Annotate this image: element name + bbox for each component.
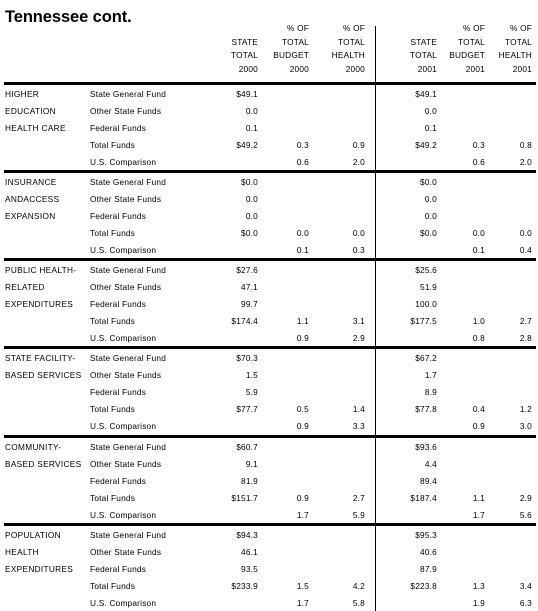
- value-cell: 0.5: [296, 403, 309, 414]
- value-cell: 51.9: [420, 281, 437, 292]
- row-label: U.S. Comparison: [90, 597, 157, 608]
- value-cell: 2.7: [519, 315, 532, 326]
- value-cell: 100.0: [415, 298, 437, 309]
- column-header: % OF TOTAL BUDGET 2000: [273, 22, 309, 75]
- value-cell: $95.3: [415, 530, 437, 540]
- value-cell: 0.1: [296, 244, 309, 255]
- value-cell: 0.0: [424, 193, 437, 204]
- row-label: Federal Funds: [90, 563, 147, 574]
- value-cell: 5.9: [245, 386, 258, 397]
- value-cell: 0.0: [352, 227, 365, 238]
- value-cell: 1.7: [296, 509, 309, 520]
- section-label: STATE FACILITY- BASED SERVICES: [5, 353, 82, 380]
- value-cell: 0.4: [472, 403, 485, 414]
- row-label: State General Fund: [90, 89, 167, 99]
- value-cell: 0.6: [472, 156, 485, 167]
- value-cell: $60.7: [236, 442, 258, 452]
- value-cell: 0.9: [296, 420, 309, 431]
- row-label: Federal Funds: [90, 386, 147, 397]
- value-cell: 2.0: [352, 156, 365, 167]
- value-cell: 1.3: [472, 580, 485, 591]
- row-label: U.S. Comparison: [90, 156, 157, 167]
- value-cell: 1.5: [296, 580, 309, 591]
- value-cell: 1.7: [296, 597, 309, 608]
- value-cell: 1.5: [245, 369, 258, 380]
- row-label: Total Funds: [90, 492, 136, 503]
- section-label: PUBLIC HEALTH- RELATED EXPENDITURES: [5, 265, 77, 309]
- row-label: Total Funds: [90, 315, 136, 326]
- value-cell: 46.1: [241, 546, 258, 557]
- row-label: State General Fund: [90, 530, 167, 540]
- value-cell: 3.4: [519, 580, 532, 591]
- value-cell: 8.9: [424, 386, 437, 397]
- value-cell: 1.2: [519, 403, 532, 414]
- value-cell: 0.3: [472, 139, 485, 150]
- value-cell: $174.4: [231, 315, 258, 326]
- value-cell: $93.6: [415, 442, 437, 452]
- value-cell: 1.0: [472, 315, 485, 326]
- row-label: Total Funds: [90, 580, 136, 591]
- value-cell: 2.0: [519, 156, 532, 167]
- row-label: Other State Funds: [90, 281, 162, 292]
- value-cell: 0.1: [424, 122, 437, 133]
- value-cell: 3.1: [352, 315, 365, 326]
- row-label: Federal Funds: [90, 122, 147, 133]
- row-label: U.S. Comparison: [90, 420, 157, 431]
- section-divider: [4, 82, 536, 85]
- value-cell: 3.3: [352, 420, 365, 431]
- value-cell: 5.8: [352, 597, 365, 608]
- value-cell: 87.9: [420, 563, 437, 574]
- value-cell: 2.8: [519, 332, 532, 343]
- row-label: Other State Funds: [90, 546, 162, 557]
- value-cell: $151.7: [231, 492, 258, 503]
- value-cell: 1.9: [472, 597, 485, 608]
- value-cell: 81.9: [241, 475, 258, 486]
- value-cell: 6.3: [519, 597, 532, 608]
- value-cell: 1.7: [472, 509, 485, 520]
- section-label: INSURANCE ANDACCESS EXPANSION: [5, 177, 60, 221]
- value-cell: 40.6: [420, 546, 437, 557]
- column-header: STATE TOTAL 2001: [410, 36, 437, 75]
- row-label: U.S. Comparison: [90, 509, 157, 520]
- column-header: % OF TOTAL HEALTH 2001: [498, 22, 532, 75]
- row-label: Other State Funds: [90, 193, 162, 204]
- value-cell: $77.7: [236, 403, 258, 414]
- value-cell: 5.9: [352, 509, 365, 520]
- value-cell: 93.5: [241, 563, 258, 574]
- row-label: U.S. Comparison: [90, 244, 157, 255]
- row-label: Total Funds: [90, 227, 136, 238]
- value-cell: 0.6: [296, 156, 309, 167]
- value-cell: 0.0: [424, 105, 437, 116]
- value-cell: $0.0: [420, 227, 437, 238]
- section-label: HIGHER EDUCATION HEALTH CARE: [5, 89, 66, 133]
- row-label: Federal Funds: [90, 298, 147, 309]
- value-cell: 0.9: [352, 139, 365, 150]
- value-cell: 0.1: [245, 122, 258, 133]
- value-cell: 4.4: [424, 458, 437, 469]
- row-label: Other State Funds: [90, 105, 162, 116]
- value-cell: $49.1: [236, 89, 258, 99]
- value-cell: 0.0: [245, 193, 258, 204]
- value-cell: 0.9: [296, 332, 309, 343]
- section-label: POPULATION HEALTH EXPENDITURES: [5, 530, 74, 574]
- value-cell: 0.0: [245, 210, 258, 221]
- value-cell: 0.0: [245, 105, 258, 116]
- value-cell: $67.2: [415, 353, 437, 363]
- value-cell: $70.3: [236, 353, 258, 363]
- value-cell: 0.0: [519, 227, 532, 238]
- value-cell: $177.5: [410, 315, 437, 326]
- value-cell: $94.3: [236, 530, 258, 540]
- value-cell: 89.4: [420, 475, 437, 486]
- value-cell: $49.2: [415, 139, 437, 150]
- value-cell: 1.1: [472, 492, 485, 503]
- value-cell: 0.0: [424, 210, 437, 221]
- value-cell: 47.1: [241, 281, 258, 292]
- value-cell: 3.0: [519, 420, 532, 431]
- value-cell: $233.9: [231, 580, 258, 591]
- row-label: State General Fund: [90, 353, 167, 363]
- section-divider: [4, 258, 536, 261]
- column-header: % OF TOTAL BUDGET 2001: [449, 22, 485, 75]
- row-label: Federal Funds: [90, 475, 147, 486]
- section-divider: [4, 346, 536, 349]
- value-cell: 0.9: [472, 420, 485, 431]
- value-cell: 1.1: [296, 315, 309, 326]
- value-cell: 0.1: [472, 244, 485, 255]
- row-label: Federal Funds: [90, 210, 147, 221]
- value-cell: $27.6: [236, 265, 258, 275]
- value-cell: 0.0: [472, 227, 485, 238]
- value-cell: $77.8: [415, 403, 437, 414]
- row-label: Other State Funds: [90, 369, 162, 380]
- section-divider: [4, 435, 536, 438]
- section-divider: [4, 523, 536, 526]
- value-cell: $25.6: [415, 265, 437, 275]
- value-cell: $49.2: [236, 139, 258, 150]
- value-cell: $49.1: [415, 89, 437, 99]
- value-cell: 0.4: [519, 244, 532, 255]
- row-label: Other State Funds: [90, 458, 162, 469]
- value-cell: 0.8: [519, 139, 532, 150]
- value-cell: 1.7: [424, 369, 437, 380]
- row-label: State General Fund: [90, 442, 167, 452]
- value-cell: $0.0: [420, 177, 437, 187]
- value-cell: $187.4: [410, 492, 437, 503]
- row-label: Total Funds: [90, 403, 136, 414]
- value-cell: $0.0: [241, 227, 258, 238]
- section-label: COMMUNITY- BASED SERVICES: [5, 442, 82, 469]
- value-cell: $223.8: [410, 580, 437, 591]
- section-divider: [4, 170, 536, 173]
- value-cell: 0.9: [296, 492, 309, 503]
- value-cell: 4.2: [352, 580, 365, 591]
- row-label: Total Funds: [90, 139, 136, 150]
- value-cell: 0.8: [472, 332, 485, 343]
- value-cell: 1.4: [352, 403, 365, 414]
- value-cell: 0.0: [296, 227, 309, 238]
- value-cell: 2.9: [519, 492, 532, 503]
- value-cell: 2.7: [352, 492, 365, 503]
- value-cell: 9.1: [245, 458, 258, 469]
- row-label: State General Fund: [90, 265, 167, 275]
- column-header: % OF TOTAL HEALTH 2000: [331, 22, 365, 75]
- page-title: Tennessee cont.: [5, 8, 132, 26]
- value-cell: 99.7: [241, 298, 258, 309]
- row-label: State General Fund: [90, 177, 167, 187]
- row-label: U.S. Comparison: [90, 332, 157, 343]
- value-cell: 0.3: [296, 139, 309, 150]
- value-cell: 0.3: [352, 244, 365, 255]
- column-header: STATE TOTAL 2000: [231, 36, 258, 75]
- value-cell: $0.0: [241, 177, 258, 187]
- value-cell: 2.9: [352, 332, 365, 343]
- value-cell: 5.6: [519, 509, 532, 520]
